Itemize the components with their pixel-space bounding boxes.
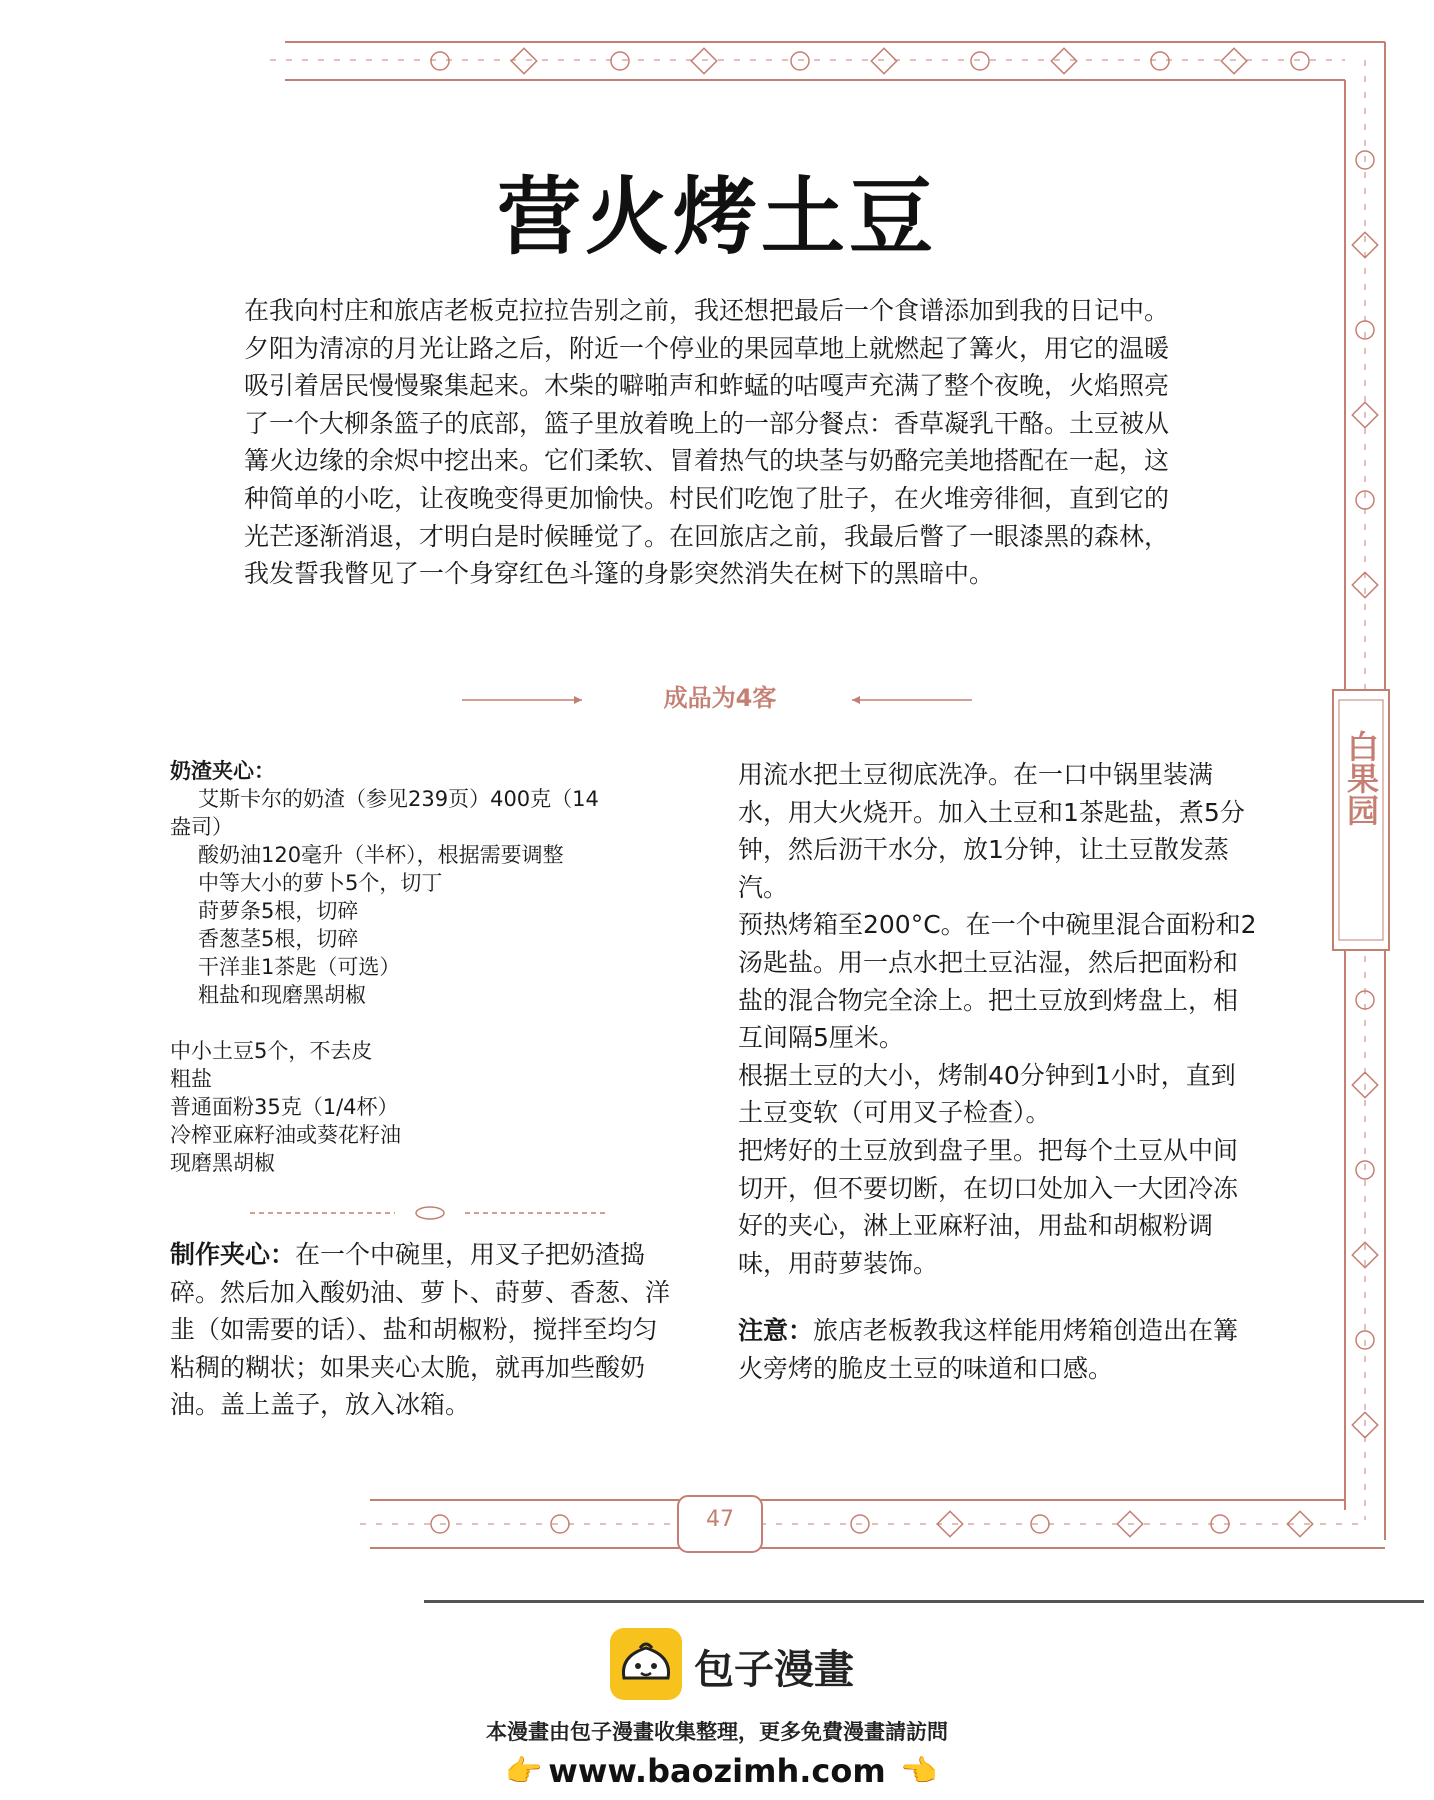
- pointing-left-icon: 👈: [900, 1754, 938, 1789]
- chapter-tab-label: 白果园: [1342, 730, 1380, 826]
- baozi-logo-icon: [610, 1628, 682, 1700]
- chapter-tab: [1333, 730, 1389, 835]
- list-item: 盎司）: [170, 815, 233, 839]
- list-item: 香葱茎5根，切碎: [198, 927, 359, 951]
- method-steps: [738, 756, 1258, 1388]
- method-step-1: 用流水把土豆彻底洗净。在一口中锅里装满水，用大火烧开。加入土豆和1茶匙盐，煮5分钟，然后沥干水分，放1分钟，让土豆散发蒸汽。: [738, 760, 1245, 902]
- list-item: 普通面粉35克（1/4杯）: [170, 1095, 399, 1119]
- page-title: 营火烤土豆: [496, 168, 937, 266]
- footer-link[interactable]: www.baozimh.com: [548, 1752, 886, 1790]
- list-item: 粗盐和现磨黑胡椒: [198, 983, 366, 1007]
- pointing-right-icon: 👉: [505, 1754, 543, 1789]
- list-item: 艾斯卡尔的奶渣（参见239页）400克（14: [198, 787, 599, 811]
- footer-notice: 本漫畫由包子漫畫收集整理，更多免費漫畫請訪問: [486, 1720, 948, 1744]
- method-step-3: 根据土豆的大小，烤制40分钟到1小时，直到土豆变软（可用叉子检查）。: [738, 1060, 1236, 1128]
- list-item: 中等大小的萝卜5个，切丁: [198, 871, 443, 895]
- ingredients-list: [170, 757, 670, 1177]
- logo-text: 包子漫畫: [694, 1647, 854, 1693]
- note-lead: 注意：: [738, 1316, 814, 1346]
- list-item: 冷榨亚麻籽油或葵花籽油: [170, 1123, 401, 1147]
- method-filling-text: 在一个中碗里，用叉子把奶渣捣碎。然后加入酸奶油、萝卜、莳萝、香葱、洋韭（如需要的话）、盐和胡椒粉，搅拌至均匀粘稠的糊状；如果夹心太脆，就再加些酸奶油。盖上盖子，放入冰箱。: [170, 1240, 671, 1420]
- servings-label: 成品为4客: [663, 684, 777, 712]
- list-item: 现磨黑胡椒: [170, 1151, 275, 1175]
- page-number: 47: [706, 1507, 734, 1532]
- method-filling: [170, 1236, 680, 1424]
- list-item: 干洋韭1茶匙（可选）: [198, 955, 401, 979]
- method-step-4: 把烤好的土豆放到盘子里。把每个土豆从中间切开，但不要切断，在切口处加入一大团冷冻好的夹心，淋上亚麻籽油，用盐和胡椒粉调味，用莳萝装饰。: [738, 1135, 1239, 1278]
- list-item: 粗盐: [170, 1067, 212, 1091]
- filling-heading: 奶渣夹心：: [170, 759, 275, 783]
- list-item: 莳萝条5根，切碎: [198, 899, 359, 923]
- divider: [424, 1600, 1424, 1603]
- intro-paragraph: 在我向村庄和旅店老板克拉拉告别之前，我还想把最后一个食谱添加到我的日记中。夕阳为清凉的月光让路之后，附近一个停业的果园草地上就燃起了篝火，用它的温暖吸引着居民慢慢聚集起来。木柴的噼啪声和蚱蜢的咕嘎声充满了整个夜晚，火焰照亮了一个大柳条篮子的底部，篮子里放着晚上的一部分餐点：香草凝乳干酪。土豆被从篝火边缘的余烬中挖出来。它们柔软、冒着热气的块茎与奶酪完美地搭配在一起，这种简单的小吃，让夜晚变得更加愉快。村民们吃饱了肚子，在火堆旁徘徊，直到它的光芒逐渐消退，才明白是时候睡觉了。在回旅店之前，我最后瞥了一眼漆黑的森林，我发誓我瞥见了一个身穿红色斗篷的身影突然消失在树下的黑暗中。: [244, 296, 1170, 589]
- method-note: [738, 1312, 1258, 1387]
- note-text: 旅店老板教我这样能用烤箱创造出在篝火旁烤的脆皮土豆的味道和口感。: [738, 1316, 1239, 1383]
- list-item: 中小土豆5个，不去皮: [170, 1039, 373, 1063]
- method-step-2: 预热烤箱至200°C。在一个中碗里混合面粉和2汤匙盐。用一点水把土豆沾湿，然后把面粉和盐的混合物完全涂上。把土豆放到烤盘上，相互间隔5厘米。: [738, 910, 1257, 1053]
- list-item: 酸奶油120毫升（半杯），根据需要调整: [198, 843, 564, 867]
- method-filling-lead: 制作夹心：: [170, 1240, 296, 1269]
